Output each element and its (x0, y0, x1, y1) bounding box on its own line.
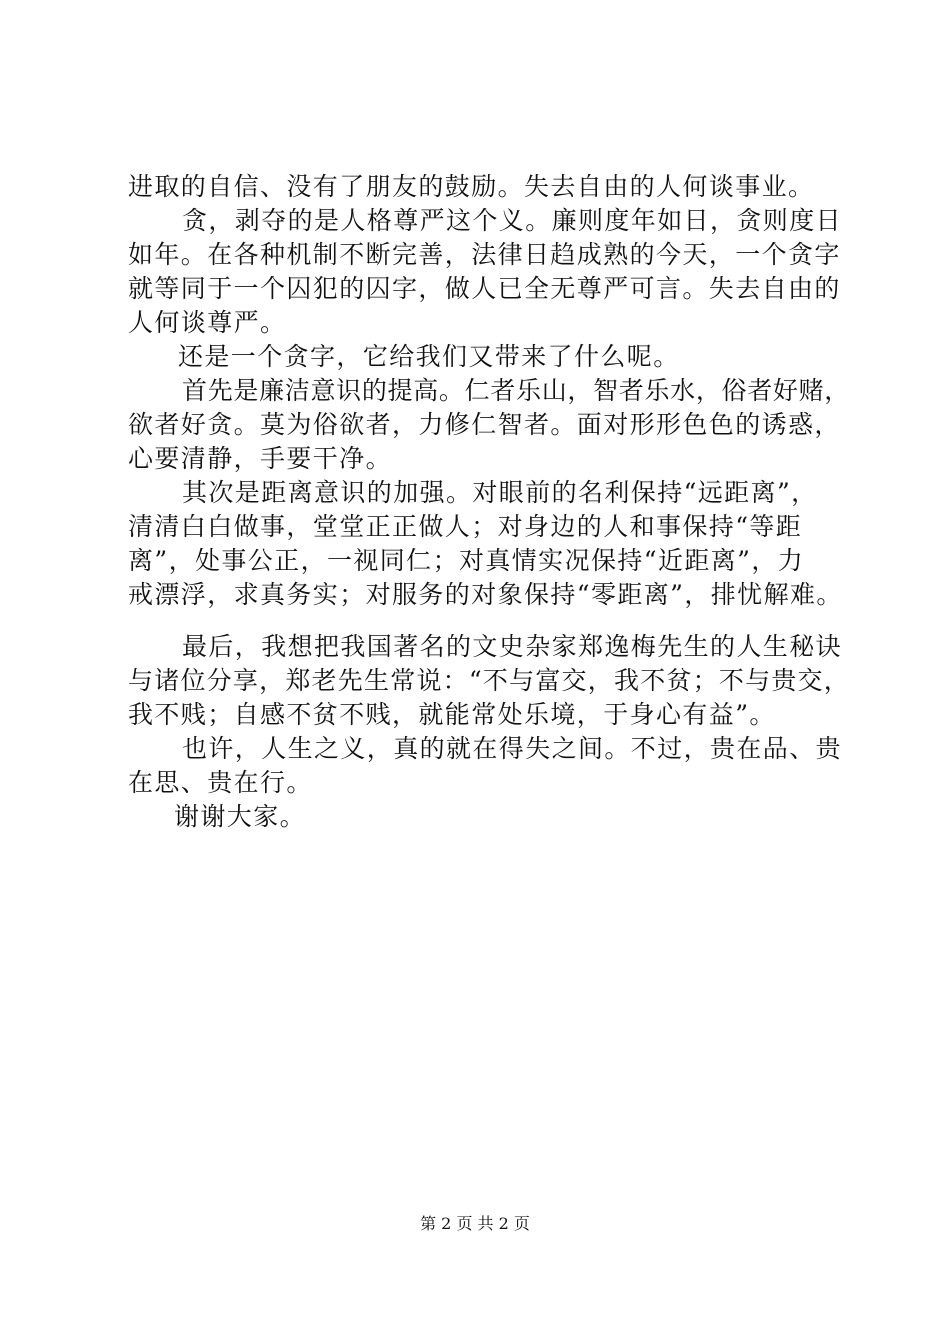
text-line: 就等同于一个囚犯的囚字，做人已全无尊严可言。失去自由的 (128, 274, 841, 303)
text-line: 离”，处事公正，一视同仁；对真情实况保持“近距离”，力 (128, 546, 805, 575)
text-line: 最后，我想把我国著名的文史杂家郑逸梅先生的人生秘诀 (182, 632, 843, 661)
text-line: 还是一个贪字，它给我们又带来了什么呢。 (178, 342, 680, 371)
text-line: 进取的自信、没有了朋友的鼓励。失去自由的人何谈事业。 (128, 172, 815, 201)
text-line: 如年。在各种机制不断完善，法律日趋成熟的今天，一个贪字 (128, 240, 841, 269)
text-line: 贪，剥夺的是人格尊严这个义。廉则度年如日，贪则度日 (182, 206, 843, 235)
page-number-footer: 第 2 页 共 2 页 (420, 1214, 530, 1233)
text-line: 首先是廉洁意识的提高。仁者乐山，智者乐水，俗者好赌， (182, 376, 850, 405)
text-line: 清清白白做事，堂堂正正做人；对身边的人和事保持“等距 (128, 512, 803, 541)
text-line: 欲者好贪。莫为俗欲者，力修仁智者。面对形形色色的诱惑， (128, 410, 841, 439)
text-line: 人何谈尊严。 (128, 308, 287, 337)
text-line: 戒漂浮，求真务实；对服务的对象保持“零距离”，排忧解难。 (128, 580, 843, 609)
text-line: 在思、贵在行。 (128, 768, 313, 797)
text-line: 与诸位分享，郑老先生常说：“不与富交，我不贫；不与贵交， (128, 666, 850, 695)
text-line: 也许，人生之义，真的就在得失之间。不过，贵在品、贵 (182, 734, 843, 763)
text-line: 其次是距离意识的加强。对眼前的名利保持“远距离”， (182, 478, 818, 507)
text-line: 心要清静，手要干净。 (128, 444, 393, 473)
text-line: 我不贱；自感不贫不贱，就能常处乐境，于身心有益”。 (128, 700, 776, 729)
text-line: 谢谢大家。 (174, 802, 307, 831)
